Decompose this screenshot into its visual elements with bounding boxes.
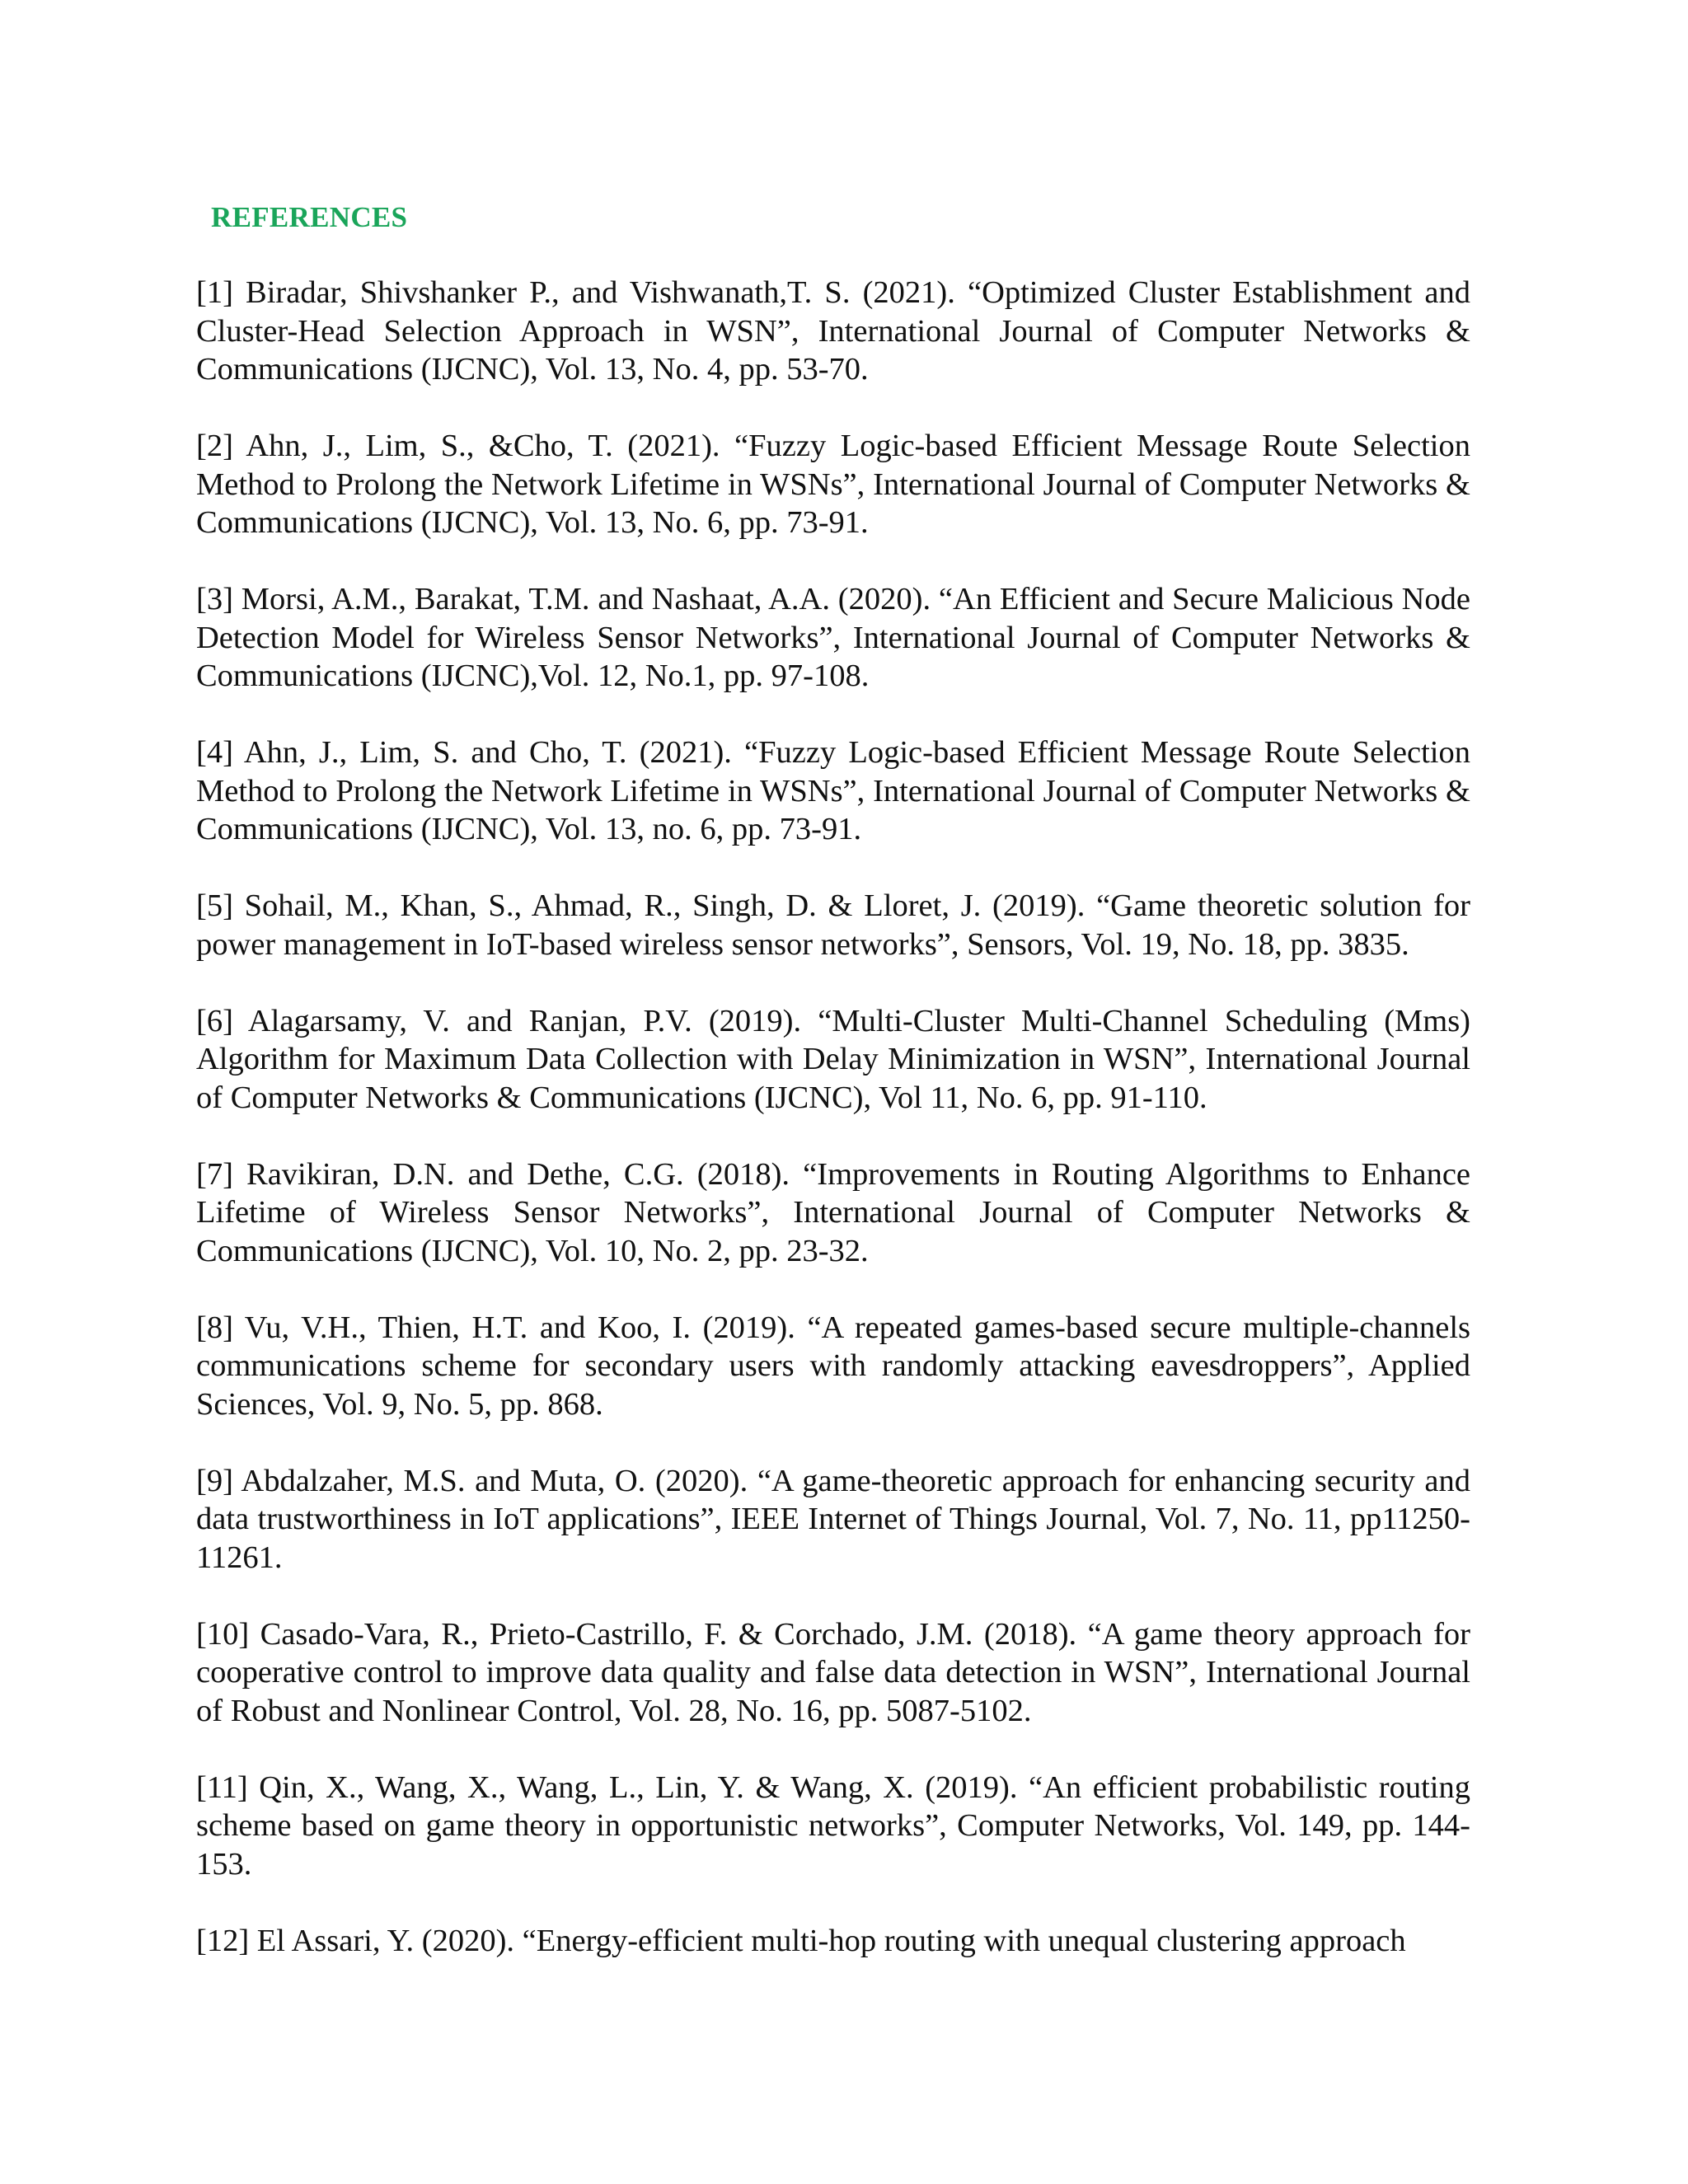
references-heading: REFERENCES [211,201,408,233]
reference-item-7: [7] Ravikiran, D.N. and Dethe, C.G. (2018). “Improvements in Routing Algorithms to Enhance Lifetime of Wireless Sensor Networks”, International Journal of Computer Networks & Communications (IJCNC), Vol. 10, No. 2, pp. 23-32. [196,1156,1470,1268]
reference-item-3: [3] Morsi, A.M., Barakat, T.M. and Nashaat, A.A. (2020). “An Efficient and Secure Malicious Node Detection Model for Wireless Sensor Networks”, International Journal of Computer Networks & Communications (IJCNC),Vol. 12, No.1, pp. 97-108. [196,582,1470,693]
reference-item-6: [6] Alagarsamy, V. and Ranjan, P.V. (2019). “Multi-Cluster Multi-Channel Scheduling (Mms) Algorithm for Maximum Data Collection with Delay Minimization in WSN”, International Journal of Computer Networks & Communications (IJCNC), Vol 11, No. 6, pp. 91-110. [196,1003,1470,1115]
reference-item-11: [11] Qin, X., Wang, X., Wang, L., Lin, Y. & Wang, X. (2019). “An efficient probabilistic routing scheme based on game theory in opportunistic networks”, Computer Networks, Vol. 149, pp. 144-153. [196,1769,1470,1882]
reference-item-10: [10] Casado-Vara, R., Prieto-Castrillo, F. & Corchado, J.M. (2018). “A game theory approach for cooperative control to improve data quality and false data detection in WSN”, International Journal of Robust and Nonlinear Control, Vol. 28, No. 16, pp. 5087-5102. [196,1616,1470,1728]
reference-item-5: [5] Sohail, M., Khan, S., Ahmad, R., Singh, D. & Lloret, J. (2019). “Game theoretic solution for power management in IoT-based wireless sensor networks”, Sensors, Vol. 19, No. 18, pp. 3835. [196,888,1470,962]
reference-item-4: [4] Ahn, J., Lim, S. and Cho, T. (2021). “Fuzzy Logic-based Efficient Message Route Selection Method to Prolong the Network Lifetime in WSNs”, International Journal of Computer Networks & Communications (IJCNC), Vol. 13, no. 6, pp. 73-91. [196,735,1470,846]
reference-item-2: [2] Ahn, J., Lim, S., &Cho, T. (2021). “Fuzzy Logic-based Efficient Message Route Selection Method to Prolong the Network Lifetime in WSNs”, International Journal of Computer Networks & Communications (IJCNC), Vol. 13, No. 6, pp. 73-91. [196,429,1470,540]
reference-list [196,274,1470,1999]
reference-item-1: [1] Biradar, Shivshanker P., and Vishwanath,T. S. (2021). “Optimized Cluster Establishment and Cluster-Head Selection Approach in WSN”, International Journal of Computer Networks & Communications (IJCNC), Vol. 13, No. 4, pp. 53-70. [196,275,1470,387]
reference-item-8: [8] Vu, V.H., Thien, H.T. and Koo, I. (2019). “A repeated games-based secure multiple-channels communications scheme for secondary users with randomly attacking eavesdroppers”, Applied Sciences, Vol. 9, No. 5, pp. 868. [196,1310,1470,1422]
reference-item-9: [9] Abdalzaher, M.S. and Muta, O. (2020). “A game-theoretic approach for enhancing security and data trustworthiness in IoT applications”, IEEE Internet of Things Journal, Vol. 7, No. 11, pp11250- 11261. [196,1463,1470,1575]
reference-item-12: [12] El Assari, Y. (2020). “Energy-efficient multi-hop routing with unequal clustering approach [196,1923,1406,1958]
